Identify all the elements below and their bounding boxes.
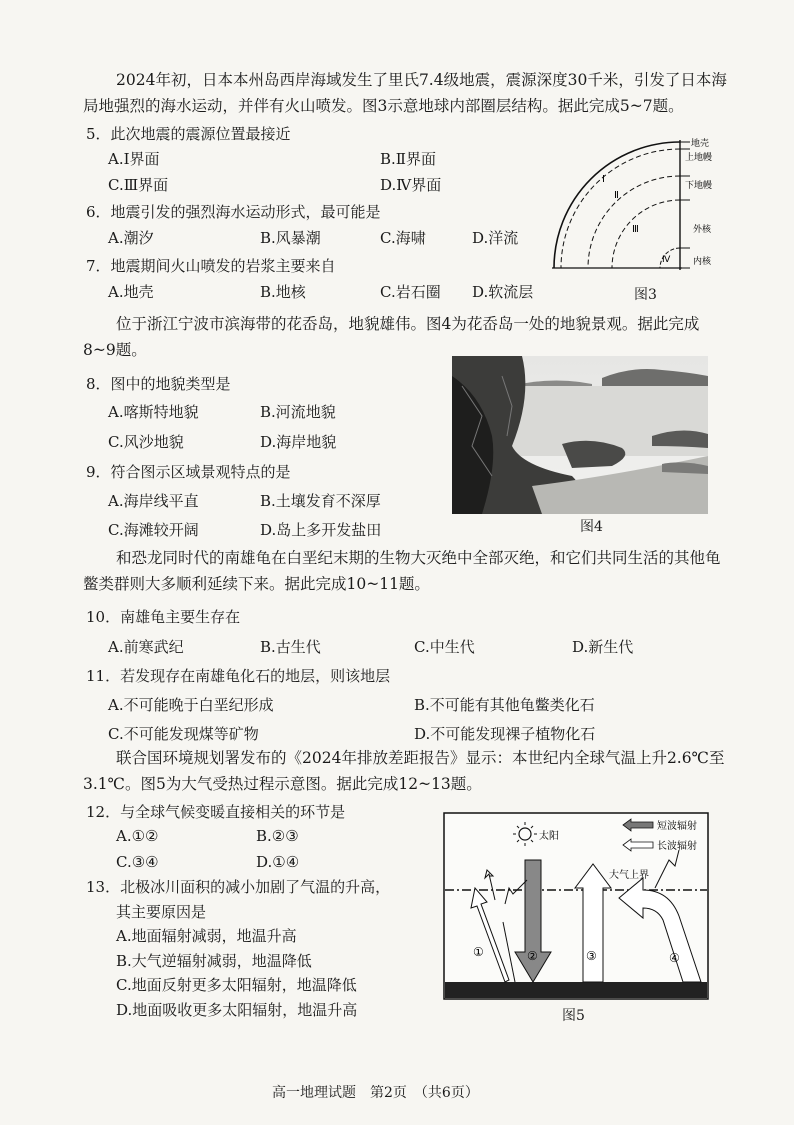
figure-3-earth-layers bbox=[548, 136, 718, 284]
fig3-roman-3: Ⅲ bbox=[632, 224, 639, 235]
q6-option-d[interactable]: D.洋流 bbox=[472, 229, 519, 247]
q10-option-c[interactable]: C.中生代 bbox=[414, 638, 475, 656]
q5-option-b[interactable]: B.Ⅱ界面 bbox=[380, 150, 436, 168]
q9-option-d[interactable]: D.岛上多开发盐田 bbox=[260, 521, 382, 539]
fig3-label-outer-core: 外核 bbox=[693, 225, 712, 235]
q12-option-b[interactable]: B.②③ bbox=[256, 827, 299, 845]
q10-option-a[interactable]: A.前寒武纪 bbox=[108, 638, 184, 656]
q10-stem: 10．南雄龟主要生存在 bbox=[86, 608, 241, 626]
figure-3-caption: 图3 bbox=[634, 287, 657, 303]
q7-option-d[interactable]: D.软流层 bbox=[472, 283, 534, 301]
intro1-line1: 2024年初，日本本州岛西岸海域发生了里氏7.4级地震，震源深度30千米，引发了日本海 bbox=[116, 71, 727, 89]
q7-option-c[interactable]: C.岩石圈 bbox=[380, 283, 441, 301]
q5-option-d[interactable]: D.Ⅳ界面 bbox=[380, 176, 442, 194]
q12-option-d[interactable]: D.①④ bbox=[256, 853, 300, 871]
q6-option-b[interactable]: B.风暴潮 bbox=[260, 229, 321, 247]
intro3-line1: 和恐龙同时代的南雄龟在白垩纪末期的生物大灭绝中全部灭绝，和它们共同生活的其他龟 bbox=[116, 549, 721, 567]
q7-stem: 7．地震期间火山喷发的岩浆主要来自 bbox=[86, 257, 336, 275]
fig3-label-lower-mantle: 下地幔 bbox=[685, 181, 713, 191]
q10-option-d[interactable]: D.新生代 bbox=[572, 638, 634, 656]
q8-option-d[interactable]: D.海岸地貌 bbox=[260, 433, 337, 451]
figure-5-caption: 图5 bbox=[562, 1008, 585, 1024]
intro1-line2: 局地强烈的海水运动，并伴有火山喷发。图3示意地球内部圈层结构。据此完成5~7题。 bbox=[83, 97, 684, 115]
intro4-line2: 3.1℃。图5为大气受热过程示意图。据此完成12~13题。 bbox=[83, 775, 482, 793]
q8-option-c[interactable]: C.风沙地貌 bbox=[108, 433, 184, 451]
q13-option-d[interactable]: D.地面吸收更多太阳辐射，地温升高 bbox=[116, 1001, 358, 1019]
fig3-roman-1: Ⅰ bbox=[602, 174, 605, 185]
q8-option-b[interactable]: B.河流地貌 bbox=[260, 403, 336, 421]
q11-option-d[interactable]: D.不可能发现裸子植物化石 bbox=[414, 725, 596, 743]
intro2-line2: 8~9题。 bbox=[83, 341, 147, 359]
q5-stem: 5．此次地震的震源位置最接近 bbox=[86, 125, 291, 143]
figure-5-atmosphere-heating-diagram bbox=[443, 812, 709, 1000]
fig5-num-1: ① bbox=[473, 945, 484, 959]
q5-option-a[interactable]: A.Ⅰ界面 bbox=[108, 150, 160, 168]
q13-option-a[interactable]: A.地面辐射减弱，地温升高 bbox=[116, 927, 297, 945]
q12-option-c[interactable]: C.③④ bbox=[116, 853, 159, 871]
fig3-label-upper-mantle: 上地幔 bbox=[685, 153, 713, 163]
q12-stem: 12．与全球气候变暖直接相关的环节是 bbox=[86, 803, 346, 821]
fig3-roman-2: Ⅱ bbox=[614, 190, 619, 201]
q13-option-c[interactable]: C.地面反射更多太阳辐射，地温降低 bbox=[116, 976, 357, 994]
fig5-num-3: ③ bbox=[586, 949, 597, 963]
q13-stem-line2: 其主要原因是 bbox=[116, 903, 207, 921]
intro3-line2: 鳖类群则大多顺利延续下来。据此完成10~11题。 bbox=[83, 575, 430, 593]
q11-option-a[interactable]: A.不可能晚于白垩纪形成 bbox=[108, 696, 274, 714]
fig3-label-crust: 地壳 bbox=[691, 139, 710, 149]
figure-4-caption: 图4 bbox=[580, 519, 603, 535]
sun-label: 太阳 bbox=[539, 831, 559, 842]
q7-option-a[interactable]: A.地壳 bbox=[108, 283, 154, 301]
q9-option-b[interactable]: B.土壤发育不深厚 bbox=[260, 492, 381, 510]
figure-4-coastal-landscape-photo bbox=[452, 356, 708, 514]
q8-option-a[interactable]: A.喀斯特地貌 bbox=[108, 403, 199, 421]
atmosphere-top-label: 大气上界 bbox=[609, 870, 649, 881]
page-footer: 高一地理试题 第2页 （共6页） bbox=[272, 1085, 479, 1101]
legend-longwave-label: 长波辐射 bbox=[657, 841, 697, 852]
intro4-line1: 联合国环境规划署发布的《2024年排放差距报告》显示：本世纪内全球气温上升2.6℃至 bbox=[116, 749, 725, 767]
q6-stem: 6．地震引发的强烈海水运动形式，最可能是 bbox=[86, 203, 381, 221]
q6-option-c[interactable]: C.海啸 bbox=[380, 229, 426, 247]
fig5-num-2: ② bbox=[527, 949, 538, 963]
q9-stem: 9．符合图示区域景观特点的是 bbox=[86, 463, 291, 481]
q5-option-c[interactable]: C.Ⅲ界面 bbox=[108, 176, 169, 194]
q9-option-a[interactable]: A.海岸线平直 bbox=[108, 492, 199, 510]
fig3-label-inner-core: 内核 bbox=[693, 257, 712, 267]
fig5-num-4: ④ bbox=[669, 951, 680, 965]
q8-stem: 8．图中的地貌类型是 bbox=[86, 375, 231, 393]
legend-shortwave-label: 短波辐射 bbox=[657, 821, 697, 832]
q12-option-a[interactable]: A.①② bbox=[116, 827, 159, 845]
q13-stem-line1: 13．北极冰川面积的减小加剧了气温的升高， bbox=[86, 878, 391, 896]
q11-option-b[interactable]: B.不可能有其他龟鳖类化石 bbox=[414, 696, 595, 714]
q9-option-c[interactable]: C.海滩较开阔 bbox=[108, 521, 199, 539]
q7-option-b[interactable]: B.地核 bbox=[260, 283, 306, 301]
fig3-roman-4: Ⅳ bbox=[662, 255, 671, 265]
q13-option-b[interactable]: B.大气逆辐射减弱，地温降低 bbox=[116, 952, 312, 970]
q11-option-c[interactable]: C.不可能发现煤等矿物 bbox=[108, 725, 259, 743]
intro2-line1: 位于浙江宁波市滨海带的花岙岛，地貌雄伟。图4为花岙岛一处的地貌景观。据此完成 bbox=[116, 315, 700, 333]
q11-stem: 11．若发现存在南雄龟化石的地层，则该地层 bbox=[86, 667, 391, 685]
q10-option-b[interactable]: B.古生代 bbox=[260, 638, 321, 656]
q6-option-a[interactable]: A.潮汐 bbox=[108, 229, 154, 247]
